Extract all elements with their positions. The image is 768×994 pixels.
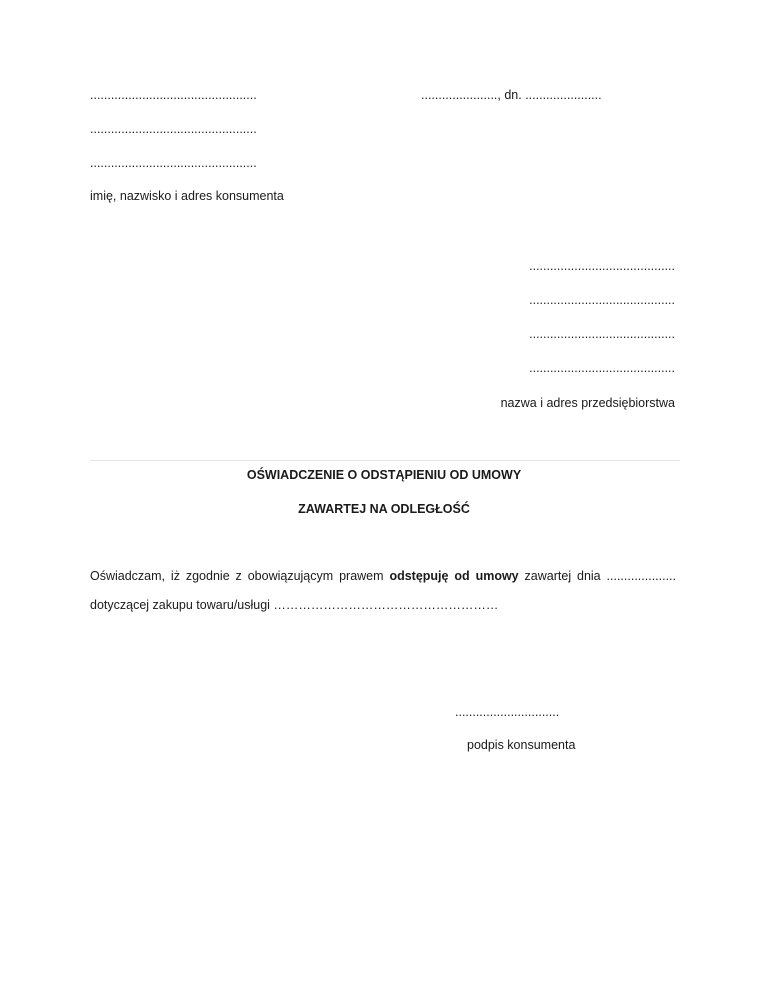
company-line-4: .......................................... <box>529 361 675 375</box>
consumer-line-1: ................................................ <box>90 88 257 102</box>
company-line-1: .......................................... <box>529 259 675 273</box>
company-line-3: .......................................... <box>529 327 675 341</box>
signature-caption: podpis konsumenta <box>467 738 576 752</box>
statement-text-end: zawartej dnia .................... <box>518 569 676 583</box>
document-title-line-1: OŚWIADCZENIE O ODSTĄPIENIU OD UMOWY <box>246 468 522 482</box>
consumer-line-3: ................................................ <box>90 156 257 170</box>
statement-text-start: Oświadczam, iż zgodnie z obowiązującym prawem <box>90 569 390 583</box>
statement-line-2: dotyczącej zakupu towaru/usługi ……………………………………………… <box>90 598 499 612</box>
company-line-2: .......................................... <box>529 293 675 307</box>
company-caption: nazwa i adres przedsiębiorstwa <box>500 396 675 410</box>
place-date-line: ......................, dn. ...................... <box>421 88 602 102</box>
statement-bold-phrase: odstępuję od umowy <box>389 569 519 583</box>
document-title-line-2: ZAWARTEJ NA ODLEGŁOŚĆ <box>298 502 470 516</box>
consumer-caption: imię, nazwisko i adres konsumenta <box>90 189 284 203</box>
statement-paragraph <box>90 562 676 620</box>
signature-dots: .............................. <box>455 705 560 719</box>
separator-line <box>90 460 680 461</box>
statement-line-1 <box>90 562 676 591</box>
consumer-line-2: ................................................ <box>90 122 257 136</box>
